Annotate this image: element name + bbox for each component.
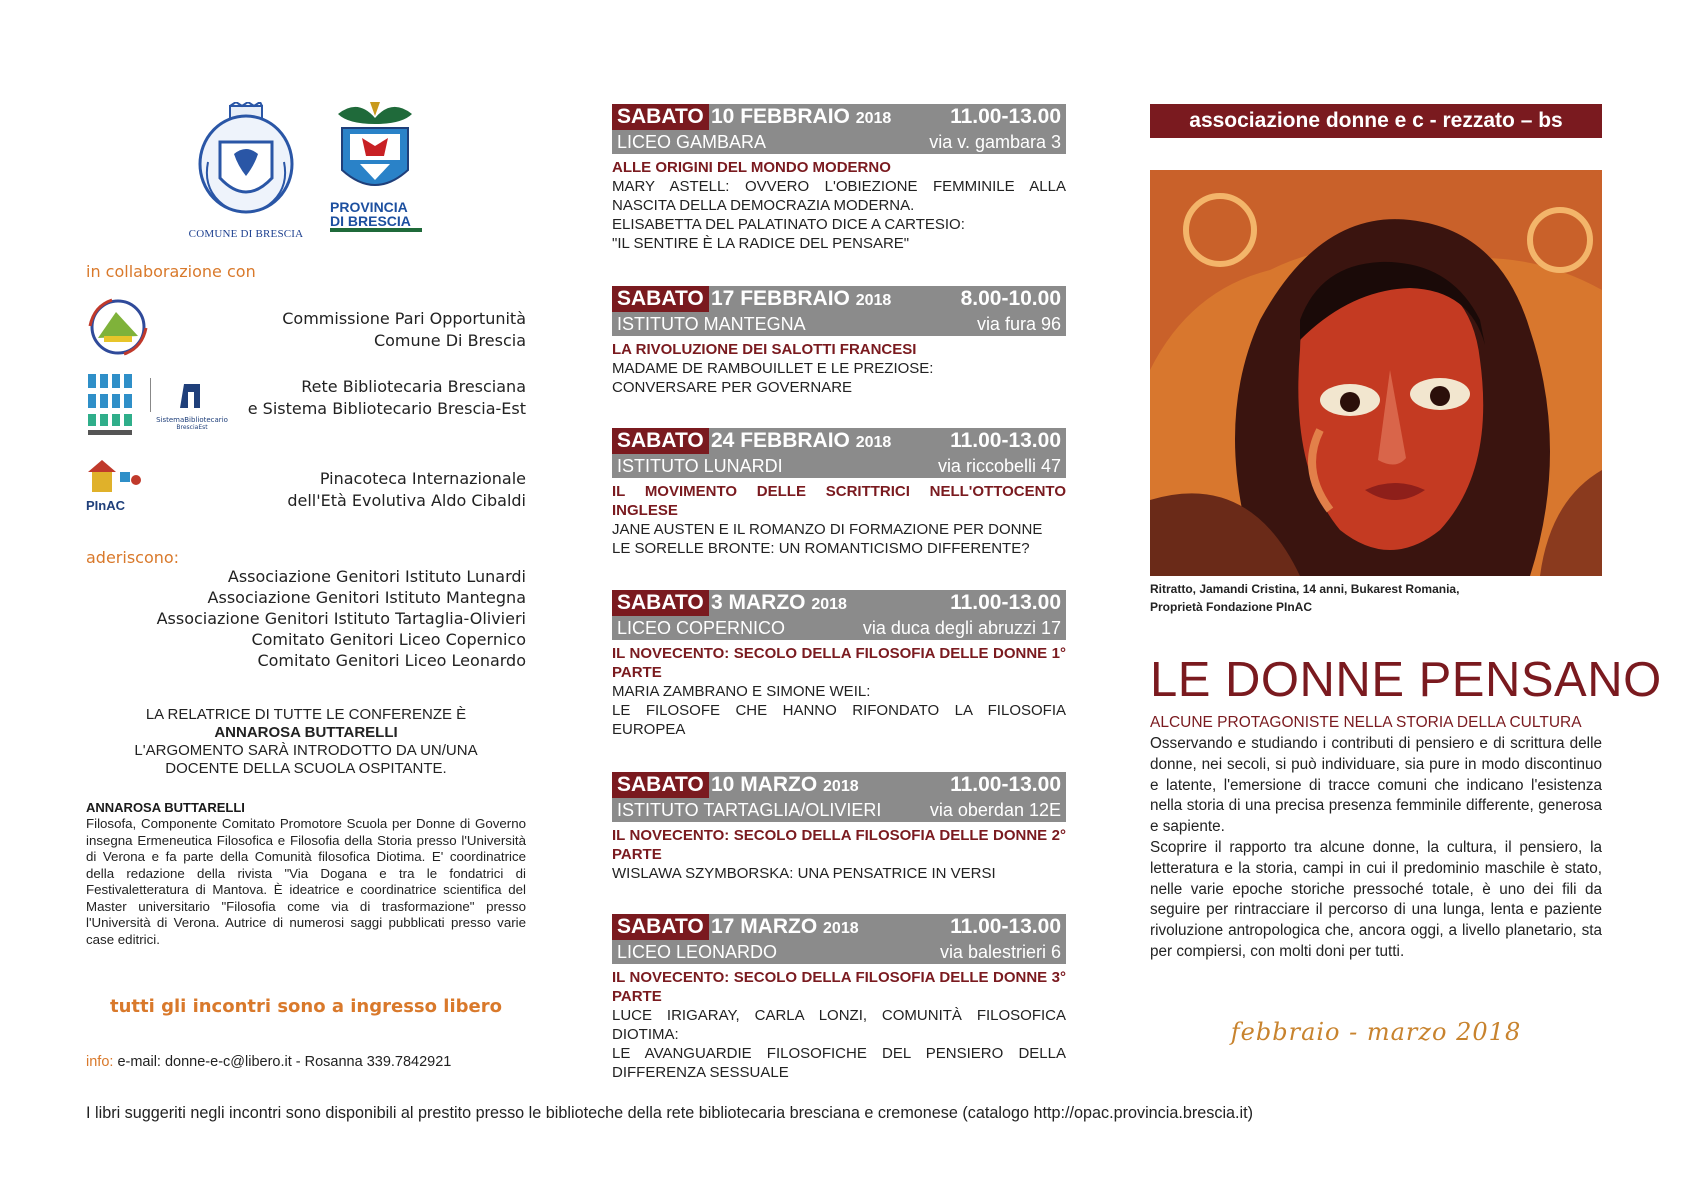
event-description: MARY ASTELL: OVVERO L'OBIEZIONE FEMMINILE ALLA NASCITA DELLA DEMOCRAZIA MODERNA. ELISABETTA DEL PALATINATO DICE A CARTESIO: "IL SENTIRE È LA RADICE DEL PENSARE" <box>612 178 1066 252</box>
pinac-house-icon <box>86 458 148 494</box>
pinac-logo-text: PInAC <box>86 498 125 513</box>
event-title: IL NOVECENTO: SECOLO DELLA FILOSOFIA DELLE DONNE 1° PARTE <box>612 645 1066 681</box>
event-address: via balestrieri 6 <box>939 942 1061 962</box>
provincia-caption-2: DI BRESCIA <box>330 214 422 232</box>
comune-brescia-logo <box>186 102 306 242</box>
event-description: JANE AUSTEN E IL ROMANZO DI FORMAZIONE PER DONNE LE SORELLE BRONTE: UN ROMANTICISMO DIFFERENTE? <box>612 521 1043 557</box>
contact-info <box>86 1054 451 1070</box>
free-entry-note: tutti gli incontri sono a ingresso libero <box>110 996 502 1017</box>
intro-text <box>1150 734 1602 963</box>
sistema-logo-text-1: SistemaBibliotecario <box>156 416 228 424</box>
event-time: 11.00-13.00 <box>950 105 1061 128</box>
event-2 <box>612 286 1066 397</box>
event-header <box>612 590 1066 640</box>
pari-opportunita-logo <box>86 296 150 362</box>
adherent-item: Associazione Genitori Istituto Lunardi <box>227 567 526 586</box>
event-date: 3 MARZO 2018 <box>711 591 847 614</box>
caption-line: Ritratto, Jamandi Cristina, 14 anni, Bukarest Romania, <box>1150 582 1460 596</box>
event-description: MADAME DE RAMBOUILLET E LE PREZIOSE: CONVERSARE PER GOVERNARE <box>612 360 934 396</box>
adherent-item: Associazione Genitori Istituto Tartaglia-Olivieri <box>156 609 526 628</box>
event-address: via duca degli abruzzi 17 <box>862 618 1061 638</box>
info-label: info: <box>86 1054 114 1070</box>
event-time: 11.00-13.00 <box>950 915 1061 938</box>
relatrice-block <box>86 706 526 778</box>
partner-line: e Sistema Bibliotecario Brescia-Est <box>247 399 526 418</box>
provincia-caption-1: PROVINCIA <box>330 199 408 215</box>
period-label: febbraio - marzo 2018 <box>1230 1018 1522 1046</box>
event-day: SABATO <box>612 104 709 130</box>
main-title: LE DONNE PENSANO <box>1150 653 1662 707</box>
partner-line: Comune Di Brescia <box>373 331 526 350</box>
event-address: via v. gambara 3 <box>929 132 1061 152</box>
sistema-bibliotecario-icon <box>150 378 234 412</box>
event-title: LA RIVOLUZIONE DEI SALOTTI FRANCESI <box>612 341 917 358</box>
event-place: ISTITUTO TARTAGLIA/OLIVIERI <box>617 800 882 820</box>
event-time: 8.00-10.00 <box>960 287 1061 310</box>
provincia-brescia-logo <box>330 100 430 242</box>
event-6 <box>612 914 1066 1082</box>
event-3 <box>612 428 1066 558</box>
event-day: SABATO <box>612 772 709 798</box>
event-title: ALLE ORIGINI DEL MONDO MODERNO <box>612 159 891 176</box>
event-4 <box>612 590 1066 739</box>
info-text: e-mail: donne-e-c@libero.it - Rosanna 339.7842921 <box>117 1054 452 1070</box>
event-time: 11.00-13.00 <box>950 591 1061 614</box>
relatrice-line: LA RELATRICE DI TUTTE LE CONFERENZE È <box>145 706 467 723</box>
intro-paragraph: Scoprire il rapporto tra alcune donne, la cultura, il pensiero, la letteratura e la storia, campi in cui il predominio maschile è stato, nelle varie epoche storiche pressoché totale, è uno dei fili da seguire per rintracciare il percorso di una lunga, lenta e paziente rivoluzione antropologica che, ancora oggi, a livello planetario, sta per compiersi, con molti doni per tutti. <box>1150 838 1602 960</box>
relatrice-name: ANNAROSA BUTTARELLI <box>214 724 398 741</box>
adherent-item: Comitato Genitori Liceo Leonardo <box>257 651 526 670</box>
event-header <box>612 914 1066 964</box>
partner-line: dell'Età Evolutiva Aldo Cibaldi <box>287 491 526 510</box>
relatrice-line: DOCENTE DELLA SCUOLA OSPITANTE. <box>165 760 447 777</box>
event-place: LICEO LEONARDO <box>617 942 778 962</box>
event-date: 17 MARZO 2018 <box>711 915 859 938</box>
adherent-item: Associazione Genitori Istituto Mantegna <box>207 588 526 607</box>
event-time: 11.00-13.00 <box>950 773 1061 796</box>
caption-line: Proprietà Fondazione PInAC <box>1150 600 1313 614</box>
event-description: LUCE IRIGARAY, CARLA LONZI, COMUNITÀ FILOSOFICA DIOTIMA: LE AVANGUARDIE FILOSOFICHE DEL PENSIERO DELLA DIFFERENZA SESSUALE <box>612 1007 1066 1081</box>
collaboration-label: in collaborazione con <box>86 262 256 281</box>
event-place: ISTITUTO LUNARDI <box>617 456 783 476</box>
event-day: SABATO <box>612 286 709 312</box>
partner-line: Pinacoteca Internazionale <box>319 469 526 488</box>
event-description: WISLAWA SZYMBORSKA: UNA PENSATRICE IN VERSI <box>612 865 996 882</box>
event-address: via riccobelli 47 <box>937 456 1061 476</box>
comune-crest-icon <box>186 102 306 220</box>
sistema-bibliotecario-logo <box>150 378 234 431</box>
association-banner: associazione donne e c - rezzato – bs <box>1150 104 1602 138</box>
event-title: IL NOVECENTO: SECOLO DELLA FILOSOFIA DELLE DONNE 3° PARTE <box>612 969 1066 1005</box>
event-header <box>612 772 1066 822</box>
portrait-painting-image <box>1150 170 1602 576</box>
pari-opportunita-icon <box>86 296 150 358</box>
adherents-list <box>100 566 526 671</box>
portrait-caption <box>1150 580 1459 616</box>
intro-paragraph: Osservando e studiando i contributi di pensiero e di scrittura delle donne, nei secoli, si può individuare, sia pure in modo discontinuo e latente, l'emersione di tracce comuni che indicano l'esistenza nella storia di una precisa presenza femminile differente, generosa e sapiente. <box>1150 735 1602 836</box>
rete-bibliotecaria-icon <box>86 372 144 438</box>
partner-line: Commissione Pari Opportunità <box>282 309 526 328</box>
partner-pari-opportunita <box>282 308 526 352</box>
relatrice-line: L'ARGOMENTO SARÀ INTRODOTTO DA UN/UNA <box>134 742 478 759</box>
event-description: MARIA ZAMBRANO E SIMONE WEIL: LE FILOSOFE CHE HANNO RIFONDATO LA FILOSOFIA EUROPEA <box>612 683 1066 738</box>
event-place: ISTITUTO MANTEGNA <box>617 314 806 334</box>
provincia-crest-icon <box>330 100 420 196</box>
pinac-logo <box>86 458 148 513</box>
bio-text: Filosofa, Componente Comitato Promotore Scuola per Donne di Governo insegna Ermeneutica Filosofica e Filosofia della Storia presso l'Università di Verona e fa parte della Comunità filosofica Diotima. E' coordinatrice della redazione della rivista "Via Dogana e tra le fondatrici di Festivaletteratura di Mantova. È ideatrice e coordinatrice scientifica del Master universitario "Filosofia come via di trasformazione" presso l'Università di Verona. Autrice di numerosi saggi pubblicati presso varie case editrici. <box>86 816 526 947</box>
event-address: via fura 96 <box>976 314 1061 334</box>
event-5 <box>612 772 1066 883</box>
event-day: SABATO <box>612 914 709 940</box>
subtitle: ALCUNE PROTAGONISTE NELLA STORIA DELLA CULTURA <box>1150 714 1582 731</box>
comune-caption: COMUNE DI BRESCIA <box>188 228 304 240</box>
event-address: via oberdan 12E <box>929 800 1061 820</box>
event-title: IL MOVIMENTO DELLE SCRITTRICI NELL'OTTOCENTO INGLESE <box>612 483 1066 519</box>
partner-line: Rete Bibliotecaria Bresciana <box>301 377 526 396</box>
event-1 <box>612 104 1066 253</box>
event-place: LICEO COPERNICO <box>617 618 786 638</box>
event-date: 24 FEBBRAIO 2018 <box>711 429 892 452</box>
event-place: LICEO GAMBARA <box>617 132 767 152</box>
event-day: SABATO <box>612 428 709 454</box>
rete-bibliotecaria-logo <box>86 372 144 442</box>
event-header <box>612 104 1066 154</box>
event-date: 17 FEBBRAIO 2018 <box>711 287 892 310</box>
event-title: IL NOVECENTO: SECOLO DELLA FILOSOFIA DELLE DONNE 2° PARTE <box>612 827 1066 863</box>
footer-note: I libri suggeriti negli incontri sono disponibili al prestito presso le biblioteche della rete bibliotecaria bresciana e cremonese (catalogo http://opac.provincia.brescia.it) <box>86 1104 1254 1122</box>
event-date: 10 MARZO 2018 <box>711 773 859 796</box>
partner-pinacoteca <box>287 468 526 512</box>
portrait-painting <box>1150 170 1602 576</box>
adherents-label: aderiscono: <box>86 548 180 567</box>
event-day: SABATO <box>612 590 709 616</box>
adherent-item: Comitato Genitori Liceo Copernico <box>251 630 526 649</box>
event-date: 10 FEBBRAIO 2018 <box>711 105 892 128</box>
event-header <box>612 286 1066 336</box>
event-header <box>612 428 1066 478</box>
partner-rete-bibliotecaria <box>248 376 526 420</box>
event-time: 11.00-13.00 <box>950 429 1061 452</box>
sistema-logo-text-2: BresciaEst <box>176 424 208 431</box>
bio-name: ANNAROSA BUTTARELLI <box>86 800 245 815</box>
